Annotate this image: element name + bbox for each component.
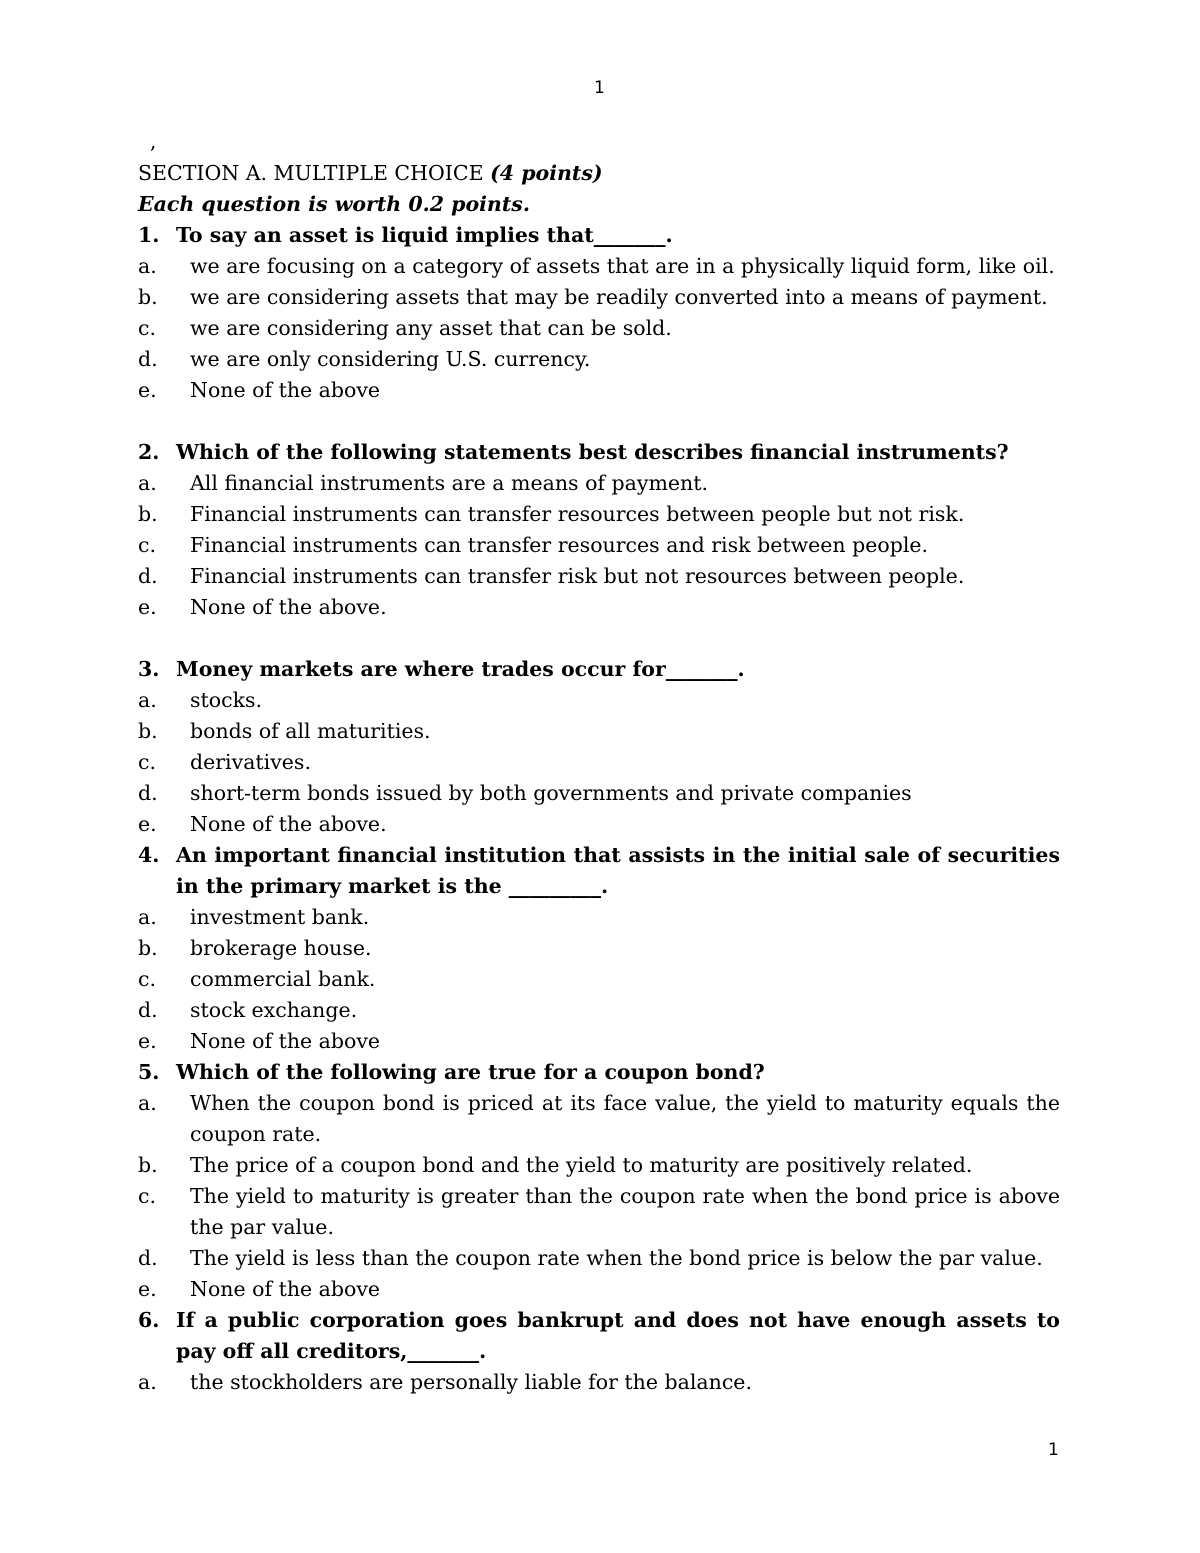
question-number: 2. <box>138 440 160 464</box>
option-3a <box>138 685 1060 716</box>
option-letter: c. <box>138 967 156 991</box>
exam-content <box>138 128 1060 1398</box>
option-text: None of the above. <box>190 595 387 619</box>
question-number: 1. <box>138 223 160 247</box>
option-text: Financial instruments can transfer resources between people but not risk. <box>190 502 965 526</box>
question-5 <box>138 1057 1060 1088</box>
option-letter: c. <box>138 750 156 774</box>
option-text: stock exchange. <box>190 998 358 1022</box>
option-3c <box>138 747 1060 778</box>
question-text: Money markets are where trades occur for_______. <box>176 657 745 681</box>
option-text: we are considering any asset that can be sold. <box>190 316 672 340</box>
option-text: All financial instruments are a means of payment. <box>190 471 708 495</box>
option-letter: e. <box>138 1029 157 1053</box>
option-2e <box>138 592 1060 623</box>
question-number: 6. <box>138 1308 160 1332</box>
section-title-text: SECTION A. MULTIPLE CHOICE <box>138 161 484 185</box>
option-letter: b. <box>138 502 158 526</box>
option-3d <box>138 778 1060 809</box>
option-letter: e. <box>138 378 157 402</box>
question-text: Which of the following statements best describes financial instruments? <box>176 440 1009 464</box>
blank-line <box>138 623 1060 654</box>
option-3e <box>138 809 1060 840</box>
footer-page-number: 1 <box>1048 1440 1059 1460</box>
option-text: The yield is less than the coupon rate when the bond price is below the par value. <box>190 1246 1043 1270</box>
option-5c <box>138 1181 1060 1243</box>
option-text: Financial instruments can transfer risk but not resources between people. <box>190 564 965 588</box>
option-5a <box>138 1088 1060 1150</box>
question-2 <box>138 437 1060 468</box>
section-note: Each question is worth 0.2 points. <box>138 192 530 216</box>
option-1e <box>138 375 1060 406</box>
option-letter: d. <box>138 347 158 371</box>
option-letter: e. <box>138 812 157 836</box>
option-letter: d. <box>138 1246 158 1270</box>
option-text: The price of a coupon bond and the yield to maturity are positively related. <box>190 1153 973 1177</box>
option-4e <box>138 1026 1060 1057</box>
option-4b <box>138 933 1060 964</box>
option-2b <box>138 499 1060 530</box>
option-text: we are only considering U.S. currency. <box>190 347 591 371</box>
option-1b <box>138 282 1060 313</box>
question-3 <box>138 654 1060 685</box>
option-text: short-term bonds issued by both governments and private companies <box>190 781 912 805</box>
option-letter: e. <box>138 595 157 619</box>
option-letter: c. <box>138 316 156 340</box>
option-5e <box>138 1274 1060 1305</box>
option-text: stocks. <box>190 688 263 712</box>
option-text: investment bank. <box>190 905 370 929</box>
option-letter: a. <box>138 471 157 495</box>
option-text: None of the above <box>190 378 381 402</box>
section-title <box>138 158 1060 189</box>
question-text: To say an asset is liquid implies that_______. <box>176 223 673 247</box>
header-page-number: 1 <box>594 78 605 98</box>
stray-mark: , <box>150 129 157 153</box>
question-text: If a public corporation goes bankrupt and does not have enough assets to pay off all creditors,_______. <box>176 1308 1060 1363</box>
option-text: When the coupon bond is priced at its face value, the yield to maturity equals the coupon rate. <box>190 1091 1060 1146</box>
option-text: the stockholders are personally liable for the balance. <box>190 1370 752 1394</box>
question-text: An important financial institution that assists in the initial sale of securities in the primary market is the _________. <box>176 843 1060 898</box>
question-4 <box>138 840 1060 902</box>
option-text: commercial bank. <box>190 967 376 991</box>
option-letter: a. <box>138 254 157 278</box>
question-number: 4. <box>138 843 160 867</box>
option-1d <box>138 344 1060 375</box>
option-letter: d. <box>138 998 158 1022</box>
option-text: None of the above. <box>190 812 387 836</box>
option-letter: b. <box>138 936 158 960</box>
question-6 <box>138 1305 1060 1367</box>
option-letter: a. <box>138 905 157 929</box>
option-letter: a. <box>138 1370 157 1394</box>
option-letter: b. <box>138 719 158 743</box>
option-2c <box>138 530 1060 561</box>
blank-line <box>138 406 1060 437</box>
option-letter: c. <box>138 533 156 557</box>
option-letter: d. <box>138 781 158 805</box>
question-text: Which of the following are true for a coupon bond? <box>176 1060 765 1084</box>
option-5b <box>138 1150 1060 1181</box>
question-number: 3. <box>138 657 160 681</box>
option-4c <box>138 964 1060 995</box>
option-text: None of the above <box>190 1277 381 1301</box>
option-2d <box>138 561 1060 592</box>
option-letter: c. <box>138 1184 156 1208</box>
option-1a <box>138 251 1060 282</box>
option-text: bonds of all maturities. <box>190 719 431 743</box>
option-3b <box>138 716 1060 747</box>
option-text: derivatives. <box>190 750 311 774</box>
option-letter: e. <box>138 1277 157 1301</box>
option-letter: d. <box>138 564 158 588</box>
option-letter: b. <box>138 285 158 309</box>
option-letter: a. <box>138 1091 157 1115</box>
option-text: we are considering assets that may be readily converted into a means of payment. <box>190 285 1048 309</box>
option-text: None of the above <box>190 1029 381 1053</box>
option-text: Financial instruments can transfer resources and risk between people. <box>190 533 929 557</box>
option-1c <box>138 313 1060 344</box>
question-1 <box>138 220 1060 251</box>
option-2a <box>138 468 1060 499</box>
option-letter: a. <box>138 688 157 712</box>
option-text: brokerage house. <box>190 936 372 960</box>
option-text: The yield to maturity is greater than the coupon rate when the bond price is above the par value. <box>190 1184 1060 1239</box>
section-points: (4 points) <box>490 161 603 185</box>
option-letter: b. <box>138 1153 158 1177</box>
option-4d <box>138 995 1060 1026</box>
option-6a <box>138 1367 1060 1398</box>
question-number: 5. <box>138 1060 160 1084</box>
option-text: we are focusing on a category of assets that are in a physically liquid form, like oil. <box>190 254 1055 278</box>
option-4a <box>138 902 1060 933</box>
option-5d <box>138 1243 1060 1274</box>
